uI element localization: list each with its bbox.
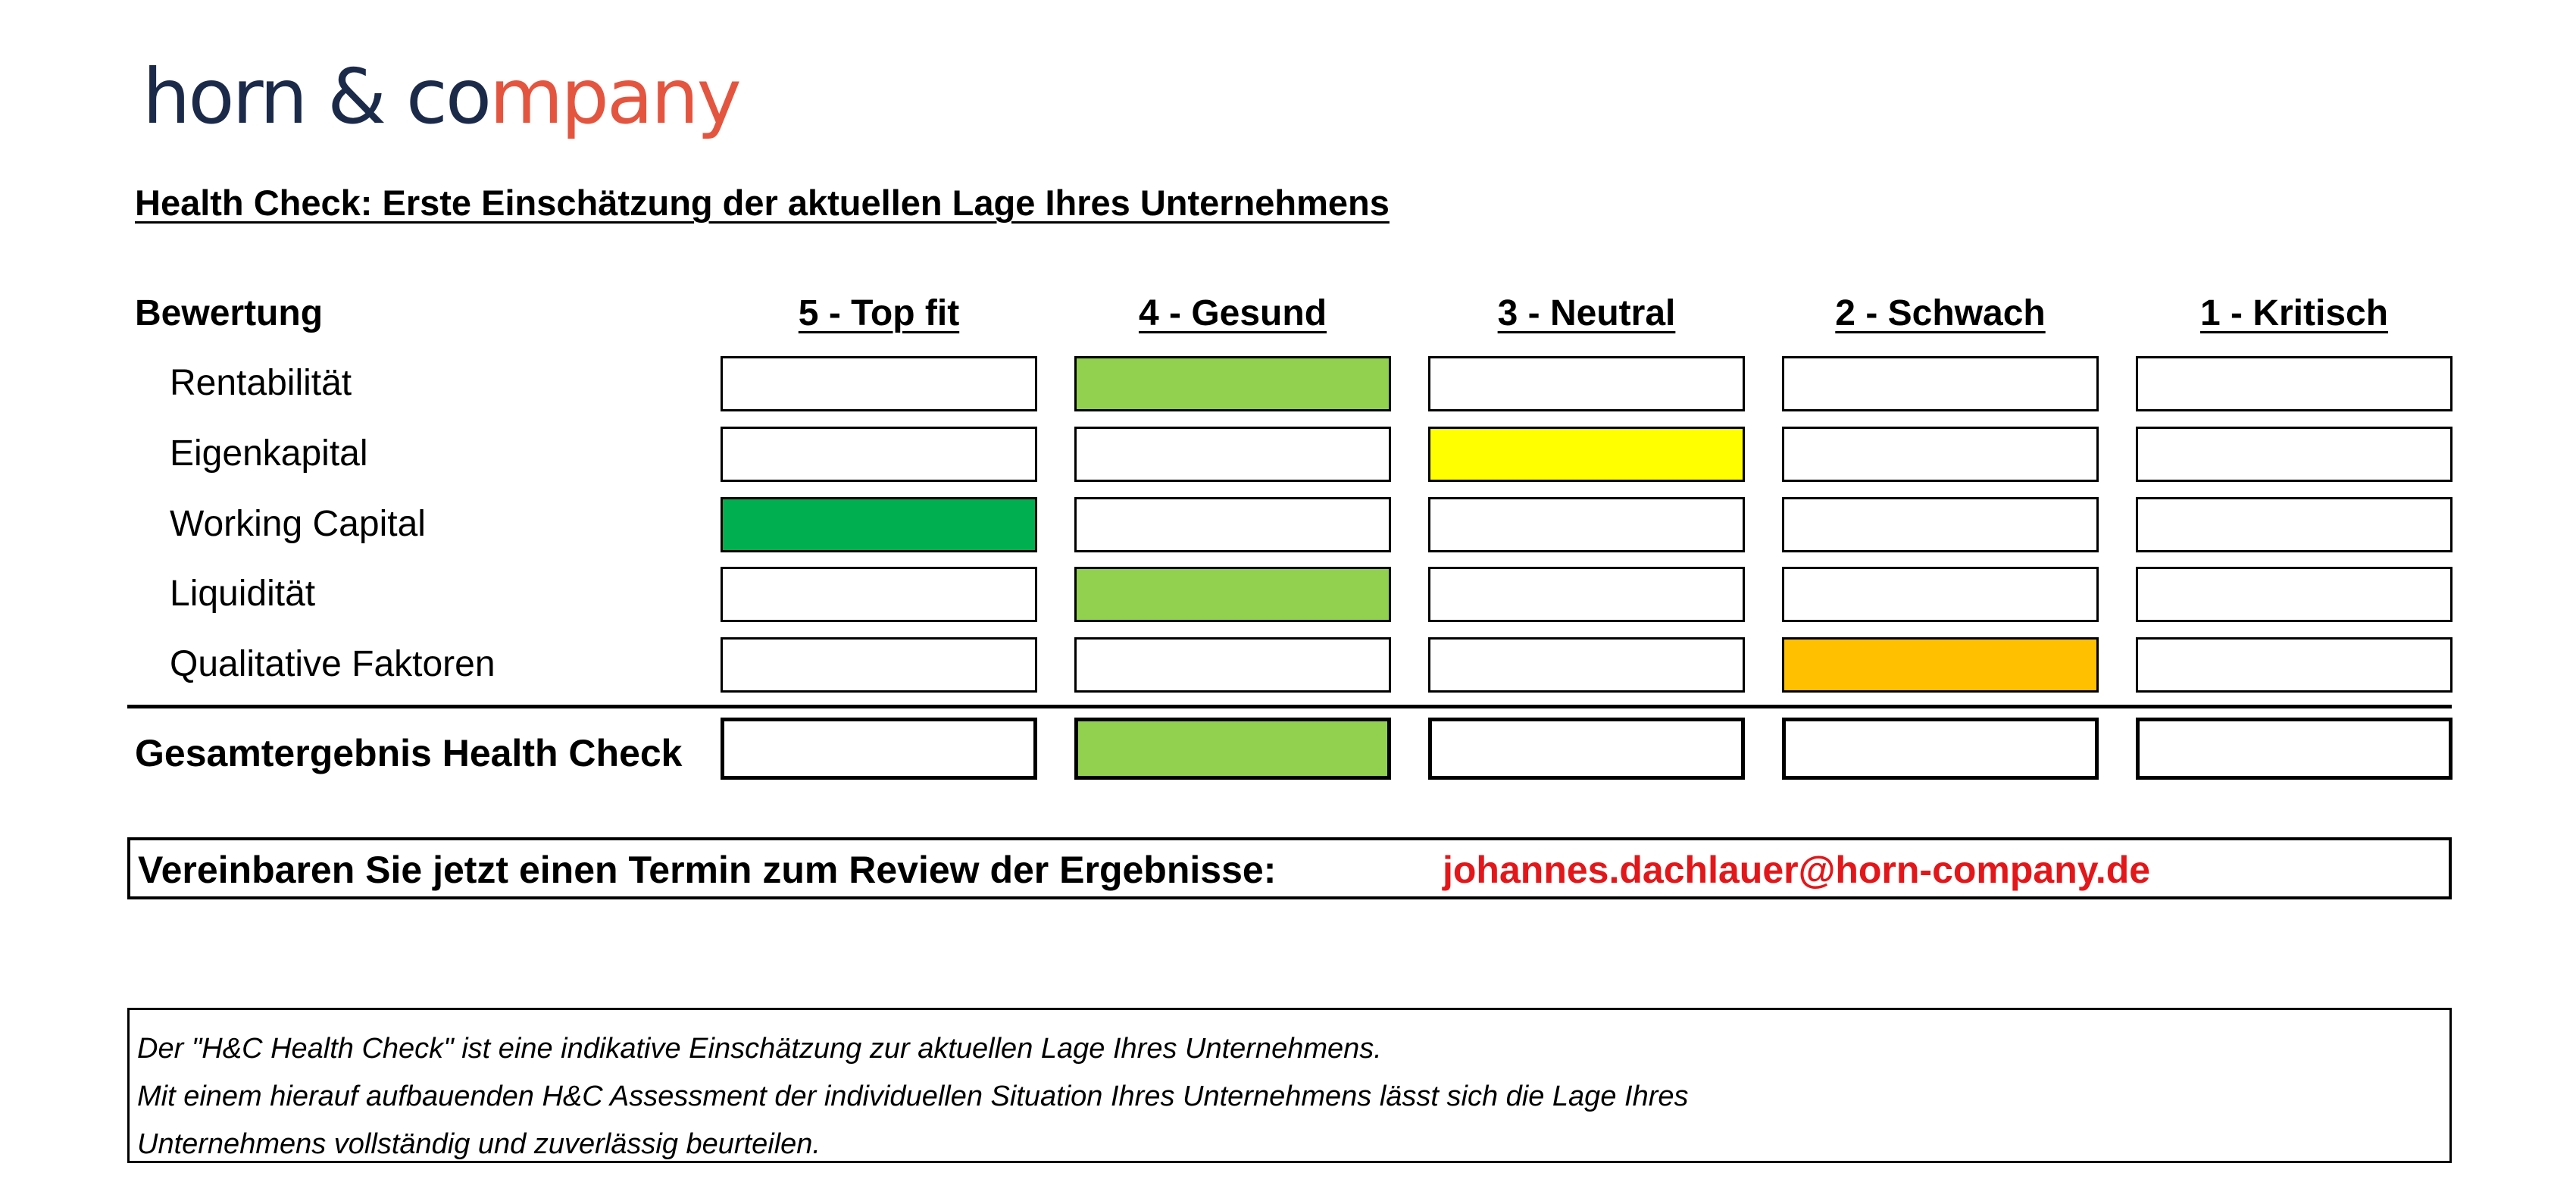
rating-cell[interactable] (1782, 427, 2099, 482)
rating-cell[interactable] (2136, 637, 2453, 693)
row-label-working-capital: Working Capital (170, 504, 426, 544)
rating-cell[interactable] (721, 637, 1037, 693)
column-header-neutral: 3 - Neutral (1497, 293, 1676, 333)
total-rating-cell[interactable] (2136, 718, 2453, 780)
total-rating-cell[interactable] (721, 718, 1037, 780)
rating-cell[interactable] (1428, 356, 1745, 411)
rating-cell[interactable] (1074, 427, 1391, 482)
row-label-liquiditaet: Liquidität (170, 574, 316, 614)
row-label-rentabilitaet: Rentabilität (170, 363, 352, 403)
rating-cell[interactable] (1782, 567, 2099, 622)
rating-cell[interactable] (1782, 637, 2099, 693)
rating-cell[interactable] (721, 356, 1037, 411)
logo-text-dark: horn & co (142, 52, 490, 141)
rating-cell[interactable] (2136, 356, 2453, 411)
rating-cell[interactable] (1782, 356, 2099, 411)
column-header-gesund: 4 - Gesund (1138, 293, 1327, 333)
rating-cell[interactable] (1074, 567, 1391, 622)
column-header-kritisch: 1 - Kritisch (2199, 293, 2389, 333)
rating-cell[interactable] (1428, 497, 1745, 552)
disclaimer-box (127, 1008, 2452, 1163)
appointment-text: Vereinbaren Sie jetzt einen Termin zum Review der Ergebnisse: (138, 849, 1277, 891)
rating-cell[interactable] (1074, 637, 1391, 693)
disclaimer-line: Mit einem hierauf aufbauenden H&C Assessment der individuellen Situation Ihres Unternehmens lässt sich die Lage Ihres (137, 1081, 1689, 1112)
rating-cell[interactable] (1782, 497, 2099, 552)
total-rating-cell[interactable] (1074, 718, 1391, 780)
horn-company-logo (142, 52, 739, 158)
rating-cell[interactable] (1428, 637, 1745, 693)
contact-email-link[interactable]: johannes.dachlauer@horn-company.de (1443, 849, 2151, 891)
rating-cell[interactable] (721, 567, 1037, 622)
disclaimer-line: Unternehmens vollständig und zuverlässig beurteilen. (137, 1128, 821, 1160)
rating-cell[interactable] (1074, 497, 1391, 552)
rating-cell[interactable] (2136, 427, 2453, 482)
rating-cell[interactable] (721, 427, 1037, 482)
logo-text-accent: mpany (489, 52, 739, 141)
column-header-schwach: 2 - Schwach (1835, 293, 2046, 333)
disclaimer-line: Der "H&C Health Check" ist eine indikative Einschätzung zur aktuellen Lage Ihres Unternehmens. (137, 1033, 1382, 1065)
rating-cell[interactable] (1074, 356, 1391, 411)
rating-header-label: Bewertung (135, 293, 324, 333)
total-rating-cell[interactable] (1782, 718, 2099, 780)
appointment-box (127, 837, 2452, 899)
rating-cell[interactable] (1428, 427, 1745, 482)
total-rating-cell[interactable] (1428, 718, 1745, 780)
rating-cell[interactable] (721, 497, 1037, 552)
total-divider (127, 705, 2452, 708)
row-label-eigenkapital: Eigenkapital (170, 433, 368, 474)
page-title: Health Check: Erste Einschätzung der aktuellen Lage Ihres Unternehmens (135, 183, 1390, 223)
total-label: Gesamtergebnis Health Check (135, 732, 683, 774)
rating-cell[interactable] (1428, 567, 1745, 622)
rating-cell[interactable] (2136, 567, 2453, 622)
row-label-qualitative-faktoren: Qualitative Faktoren (170, 644, 496, 684)
rating-cell[interactable] (2136, 497, 2453, 552)
column-header-top-fit: 5 - Top fit (798, 293, 960, 333)
